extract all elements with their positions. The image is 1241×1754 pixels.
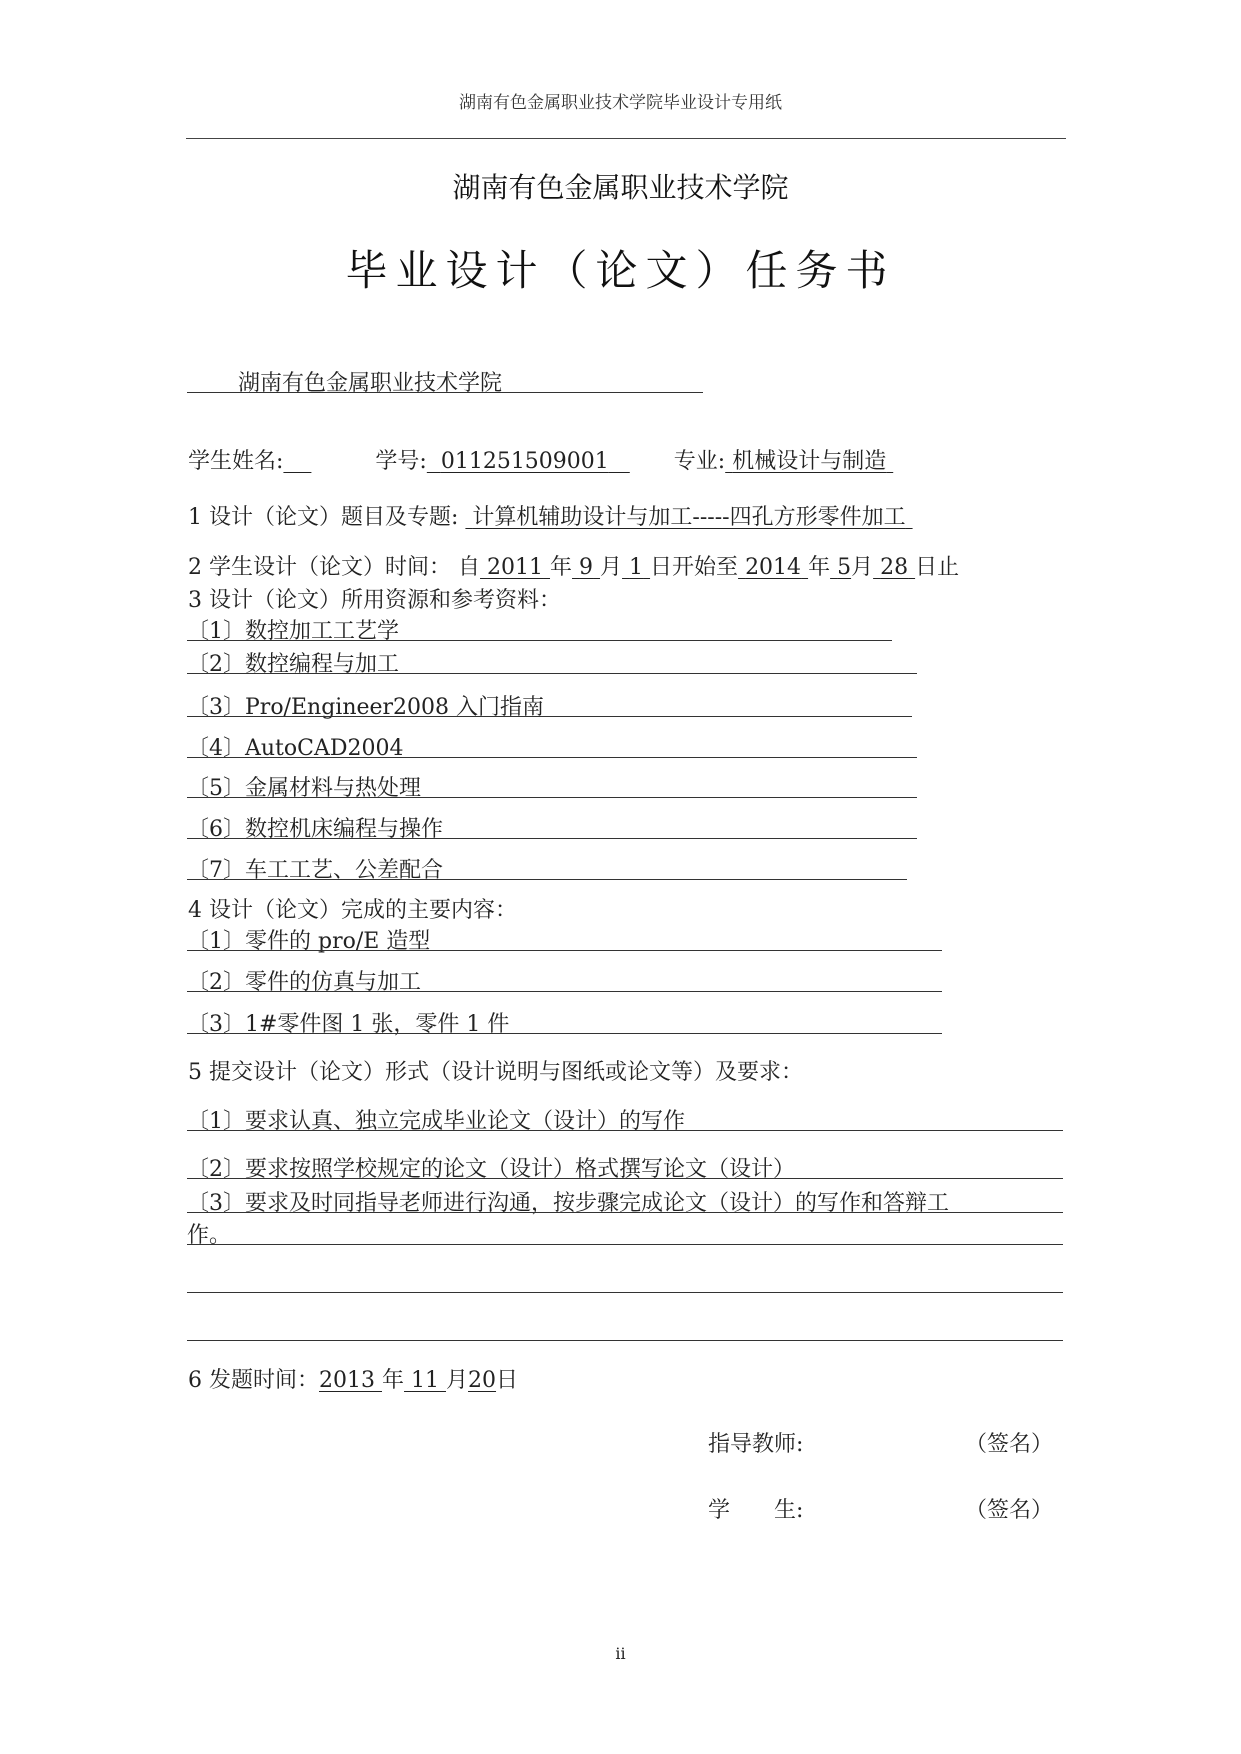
page-number: ii xyxy=(615,1644,626,1663)
teacher-label: 指导教师: xyxy=(708,1432,804,1457)
ref-rule xyxy=(187,673,917,674)
item2-row: 2 学生设计（论文）时间： 自 2011 年 9 月 1 日开始至 2014 年 5月 28 日止 xyxy=(188,555,960,580)
item1-row xyxy=(188,500,913,531)
id-value: 011251509001 xyxy=(440,449,609,474)
start-day: 1 xyxy=(629,555,644,580)
school-title: 湖南有色金属职业技术学院 xyxy=(452,171,789,204)
issue-day: 20 xyxy=(468,1368,497,1393)
requirement-item: 〔2〕要求按照学校规定的论文（设计）格式撰写论文（设计） xyxy=(187,1157,795,1182)
item1-value: 计算机辅助设计与加工-----四孔方形零件加工 xyxy=(472,505,906,530)
requirement-rule xyxy=(187,1178,1063,1179)
school-line: 湖南有色金属职业技术学院 xyxy=(238,371,503,396)
end-month: 5 xyxy=(837,555,852,580)
requirement-rule xyxy=(187,1212,1063,1213)
document-title: 毕业设计（论文）任务书 xyxy=(345,246,896,295)
ref-rule xyxy=(187,716,912,717)
teacher-sign-note: （签名） xyxy=(965,1432,1054,1457)
content-rule xyxy=(187,1033,942,1034)
ref-item: 〔3〕Pro/Engineer2008 入门指南 xyxy=(187,695,545,720)
requirement-item: 〔3〕要求及时同指导老师进行沟通，按步骤完成论文（设计）的写作和答辩工 xyxy=(187,1191,949,1216)
ref-rule xyxy=(187,757,917,758)
requirement-rule xyxy=(187,1244,1063,1245)
header-rule xyxy=(186,138,1066,139)
page-header: 湖南有色金属职业技术学院毕业设计专用纸 xyxy=(459,93,782,113)
student-info-row xyxy=(188,444,893,475)
ref-item: 〔4〕AutoCAD2004 xyxy=(187,736,404,761)
requirement-rule xyxy=(187,1130,1063,1131)
content-item: 〔3〕1#零件图 1 张，零件 1 件 xyxy=(187,1012,510,1037)
end-year: 2014 xyxy=(745,555,802,580)
ref-item: 〔6〕数控机床编程与操作 xyxy=(187,817,443,842)
issue-month: 11 xyxy=(411,1368,440,1393)
item4-label: 4 设计（论文）完成的主要内容： xyxy=(188,898,517,923)
ref-rule xyxy=(187,838,917,839)
ref-item: 〔1〕数控加工工艺学 xyxy=(187,619,399,644)
major-value: 机械设计与制造 xyxy=(732,449,887,474)
ref-item: 〔5〕金属材料与热处理 xyxy=(187,776,421,801)
ref-rule xyxy=(187,640,892,641)
name-blank xyxy=(283,449,311,474)
start-year: 2011 xyxy=(487,555,544,580)
content-rule xyxy=(187,991,942,992)
requirement-item-cont: 作。 xyxy=(187,1223,232,1248)
item2-label: 2 学生设计（论文）时间： xyxy=(188,555,451,580)
ref-item: 〔2〕数控编程与加工 xyxy=(187,652,399,677)
item3-label: 3 设计（论文）所用资源和参考资料： xyxy=(188,588,561,613)
ref-item: 〔7〕车工工艺、公差配合 xyxy=(187,858,443,883)
ref-rule xyxy=(187,879,907,880)
start-month: 9 xyxy=(579,555,594,580)
ref-rule xyxy=(187,797,917,798)
content-item: 〔1〕零件的 pro/E 造型 xyxy=(187,929,431,954)
school-line-rule xyxy=(187,392,703,393)
content-rule xyxy=(187,950,942,951)
issue-year: 2013 xyxy=(319,1368,375,1393)
major-label: 专业: xyxy=(673,449,726,474)
id-label: 学号: xyxy=(375,449,427,474)
item6-row: 6 发题时间：2013 年 11 月20日 xyxy=(188,1368,519,1393)
student-sign-note: （签名） xyxy=(965,1498,1054,1523)
content-item: 〔2〕零件的仿真与加工 xyxy=(187,970,421,995)
blank-rule xyxy=(187,1292,1063,1293)
name-label: 学生姓名: xyxy=(188,449,284,474)
student-label: 学 生: xyxy=(708,1498,804,1523)
blank-rule xyxy=(187,1340,1063,1341)
end-day: 28 xyxy=(880,555,909,580)
requirement-item: 〔1〕要求认真、独立完成毕业论文（设计）的写作 xyxy=(187,1109,685,1134)
item5-label: 5 提交设计（论文）形式（设计说明与图纸或论文等）及要求： xyxy=(188,1060,803,1085)
item1-label: 1 设计（论文）题目及专题: xyxy=(188,505,459,530)
